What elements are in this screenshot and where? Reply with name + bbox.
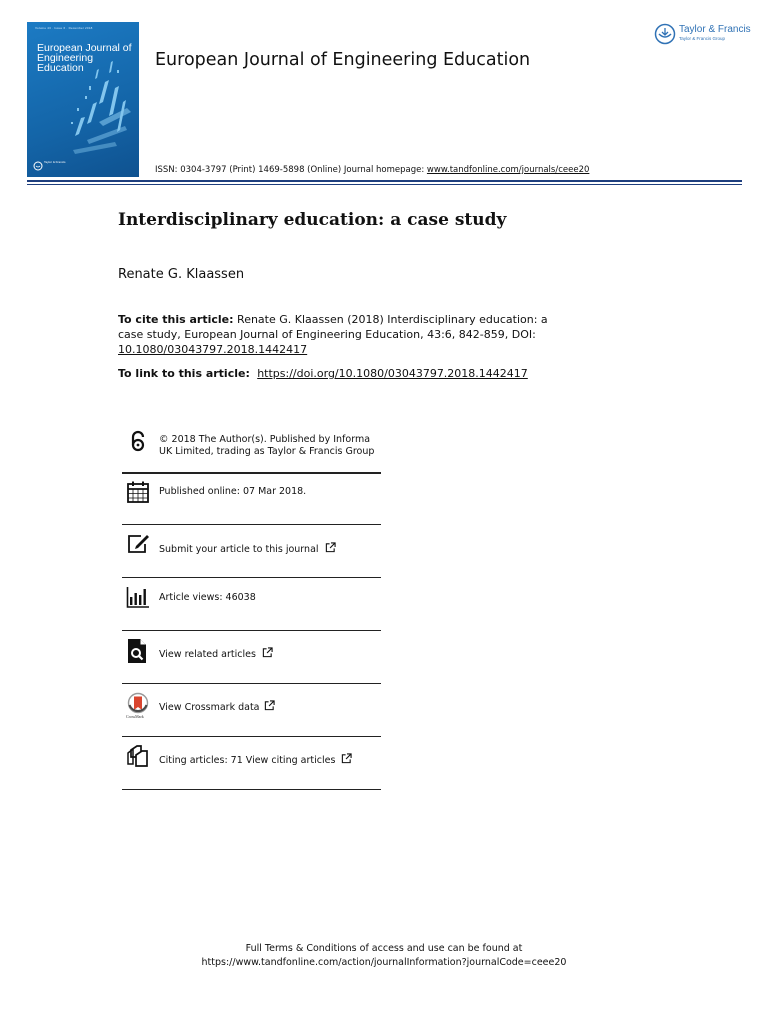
citation-text: Renate G. Klaassen (2018) Interdisciplinary education: a case study, European Journal of Engineering Education, 43:6, 842-859, DOI: (118, 313, 548, 341)
issn-text: ISSN: 0304-3797 (Print) 1469-5898 (Online) Journal homepage: (155, 165, 427, 175)
view-related-articles-link[interactable]: View related articles (159, 649, 256, 660)
journal-cover (27, 22, 139, 177)
cover-title: European Journal of Engineering Education (37, 42, 132, 74)
info-divider (122, 630, 381, 631)
info-divider (122, 577, 381, 578)
header-divider (27, 180, 742, 182)
bar-chart-icon (126, 585, 150, 609)
open-access-icon (126, 430, 150, 454)
submit-row[interactable] (122, 530, 381, 578)
article-link-label: To link to this article: (118, 367, 254, 380)
external-link-icon (341, 753, 352, 764)
citation-label: To cite this article: (118, 313, 234, 326)
info-divider (122, 736, 381, 737)
citing-row[interactable] (122, 742, 381, 790)
header-divider-thin (27, 184, 742, 185)
info-divider (122, 472, 381, 474)
article-author: Renate G. Klaassen (118, 267, 245, 282)
publisher-logo-icon (654, 23, 676, 45)
article-views: Article views: 46038 (159, 592, 256, 603)
citation-doi-link[interactable]: 10.1080/03043797.2018.1442417 (118, 343, 308, 356)
citing-articles-link[interactable]: Citing articles: 71 View citing articles (159, 755, 336, 766)
citation-block (118, 312, 548, 357)
terms-footer (0, 942, 768, 970)
issn-line (155, 165, 589, 175)
open-access-row (122, 428, 381, 472)
terms-text: Full Terms & Conditions of access and use can be found at (245, 943, 523, 954)
submit-article-link[interactable]: Submit your article to this journal (159, 544, 319, 555)
publisher-mark-icon (33, 161, 43, 171)
crossmark-icon (126, 692, 150, 716)
cover-publisher-logo (33, 158, 66, 170)
cover-logo-text: Taylor & Francis (44, 160, 66, 164)
calendar-icon (126, 480, 150, 504)
terms-url[interactable]: https://www.tandfonline.com/action/journalInformation?journalCode=ceee20 (201, 957, 567, 968)
published-date: Published online: 07 Mar 2018. (159, 486, 307, 497)
info-divider (122, 789, 381, 790)
published-row (122, 478, 381, 524)
publisher-name: Taylor & Francis (679, 24, 751, 35)
edit-icon (126, 533, 150, 557)
views-row (122, 583, 381, 631)
document-search-icon (126, 638, 148, 664)
article-link-block (118, 366, 528, 381)
crossmark-row[interactable] (122, 689, 381, 737)
citing-documents-icon (126, 744, 150, 768)
article-title: Interdisciplinary education: a case study (118, 210, 507, 230)
journal-title: European Journal of Engineering Education (155, 50, 531, 70)
info-divider (122, 524, 381, 525)
license-text: © 2018 The Author(s). Published by Informa UK Limited, trading as Taylor & Francis Group (159, 434, 375, 457)
info-divider (122, 683, 381, 684)
journal-homepage-link[interactable]: www.tandfonline.com/journals/ceee20 (426, 165, 590, 175)
external-link-icon (325, 542, 336, 553)
view-crossmark-link[interactable]: View Crossmark data (159, 702, 260, 713)
crossmark-logo-text: CrossMark (126, 714, 144, 719)
external-link-icon (262, 647, 273, 658)
article-doi-url[interactable]: https://doi.org/10.1080/03043797.2018.1442417 (257, 367, 528, 380)
cover-volume-line: Volume 43 · Issue 6 · December 2018 (35, 26, 93, 30)
publisher-group: Taylor & Francis Group (679, 36, 726, 41)
related-row[interactable] (122, 636, 381, 684)
external-link-icon (264, 700, 275, 711)
